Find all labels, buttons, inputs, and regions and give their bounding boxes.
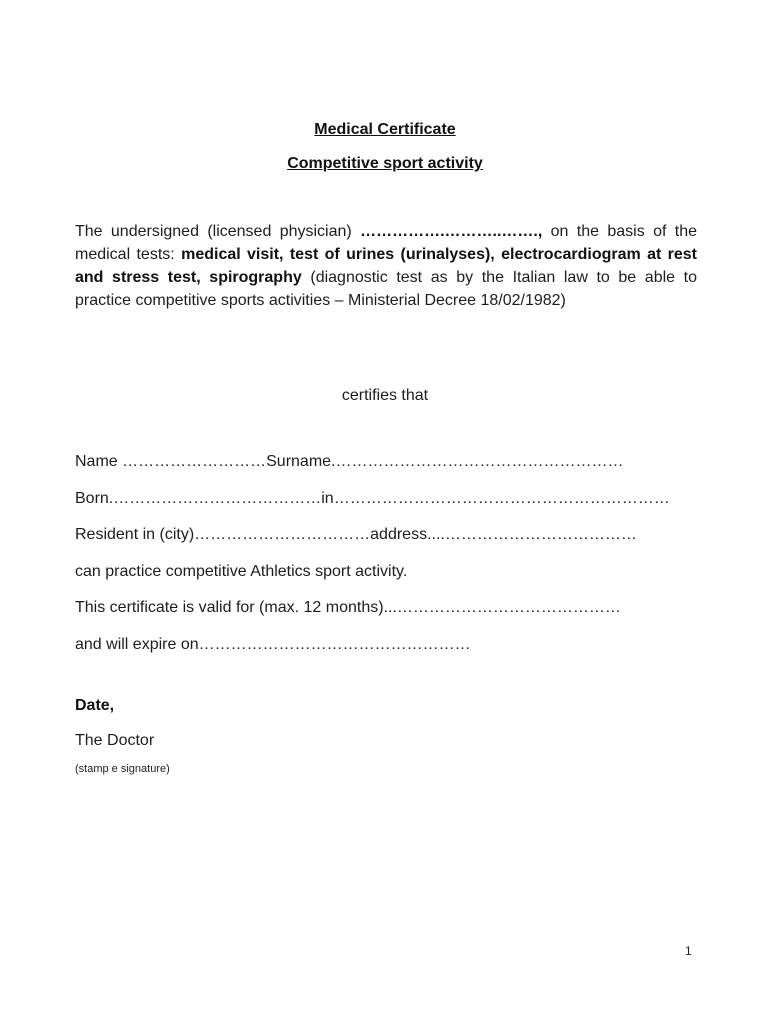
certificate-form bbox=[75, 451, 715, 670]
form-line-born-in: Born.…………………………………in……………………………………………………… bbox=[75, 489, 670, 507]
medical-tests-list: medical visit, test of urines (urinalyses), electrocardiogram at rest and stress test, spirography bbox=[75, 246, 698, 286]
intro-text-basis: on the basis of the medical tests: bbox=[75, 223, 698, 263]
certificate-intro-paragraph bbox=[75, 220, 697, 312]
stamp-signature-note: (stamp e signature) bbox=[75, 763, 170, 775]
physician-name-dotted-blank: …………….………..……., bbox=[360, 223, 551, 240]
form-line-name-surname: Name ………………………Surname.……………………………………………… bbox=[75, 453, 624, 470]
form-line-can-practice: can practice competitive Athletics sport activity. bbox=[75, 562, 408, 580]
date-label: Date, bbox=[75, 697, 115, 714]
doctor-label: The Doctor bbox=[75, 732, 155, 749]
certifies-that-line: certifies that bbox=[341, 387, 429, 404]
page-title: Medical Certificate bbox=[314, 121, 456, 138]
form-line-resident-address: Resident in (city)……………………………address....……………………………… bbox=[75, 526, 637, 543]
page-subtitle: Competitive sport activity bbox=[287, 155, 483, 172]
form-line-validity: This certificate is valid for (max. 12 months)...…………………………………… bbox=[75, 599, 621, 616]
intro-text-lead: The undersigned (licensed physician) bbox=[75, 223, 361, 240]
intro-text-law-reference: (diagnostic test as by the Italian law to be able to practice competitive sports activities – Ministerial Decree 18/02/1982) bbox=[75, 269, 698, 309]
form-line-expiry: and will expire on…………………………………………… bbox=[75, 635, 471, 653]
page-number: 1 bbox=[685, 944, 692, 958]
